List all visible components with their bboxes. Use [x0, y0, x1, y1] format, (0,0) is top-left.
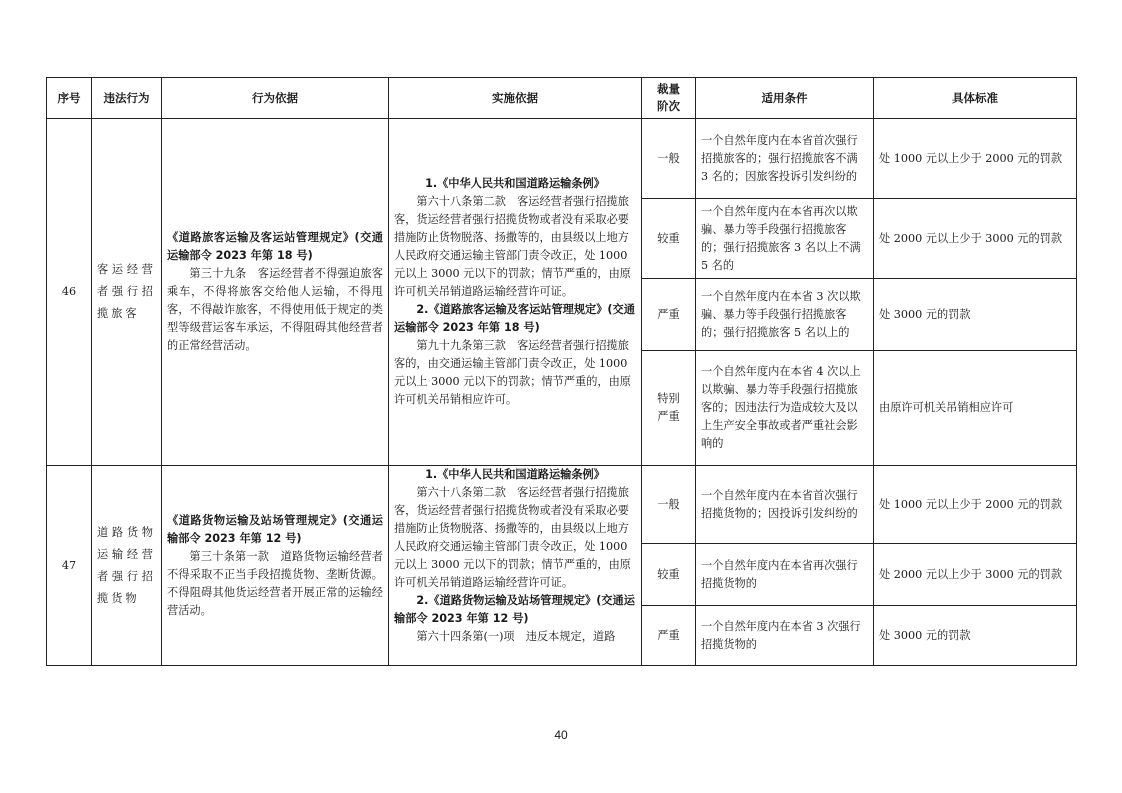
row-seq: 47: [47, 466, 92, 666]
standard-cell: 处 2000 元以上少于 3000 元的罚款: [874, 544, 1077, 606]
condition-cell: 一个自然年度内在本省 3 次以欺骗、暴力等手段强行招揽旅客的；强行招揽旅客 5 名以上的: [696, 279, 874, 351]
basis-law-text: 第三十条第一款 道路货物运输经营者不得采取不正当手段招揽货物、垄断货源。不得阻碍其他货运经营者开展正常的运输经营活动。: [167, 549, 383, 617]
table-row: [47, 119, 1077, 199]
page-number: 40: [554, 728, 568, 742]
standard-cell: 处 1000 元以上少于 2000 元的罚款: [874, 466, 1077, 544]
level-cell: 严重: [642, 606, 696, 666]
basis-law-text: 第三十九条 客运经营者不得强迫旅客乘车，不得将旅客交给他人运输，不得甩客，不得敲诈旅客，不得使用低于规定的类型等级营运客车承运，不得阻碍其他经营者的正常经营活动。: [167, 267, 383, 352]
penalty-table: [46, 77, 1077, 666]
header-row: [47, 78, 1077, 119]
impl-law-text-1: 第六十八条第二款 客运经营者强行招揽旅客，货运经营者强行招揽货物或者没有采取必要措施防止货物脱落、扬撒等的，由县级以上地方人民政府交通运输主管部门责令改正，处 1000 元以上 3000 元以下的罚款；情节严重的，由原许可机关吊销道路运输经营许可证。: [394, 486, 631, 589]
row-impl: [389, 119, 642, 466]
impl-law-title-1: 1.《中华人民共和国道路运输条例》: [425, 468, 605, 481]
impl-law-text-1: 第六十八条第二款 客运经营者强行招揽旅客，货运经营者强行招揽货物或者没有采取必要措施防止货物脱落、扬撒等的，由县级以上地方人民政府交通运输主管部门责令改正，处 1000 元以上 3000 元以下的罚款；情节严重的，由原许可机关吊销道路运输经营许可证。: [394, 195, 631, 298]
basis-law-title: 《道路货物运输及站场管理规定》(交通运输部令 2023 年第 12 号): [167, 513, 383, 545]
condition-cell: 一个自然年度内在本省首次强行招揽货物的；因投诉引发纠纷的: [696, 466, 874, 544]
level-cell: 较重: [642, 199, 696, 279]
impl-law-title-1: 1.《中华人民共和国道路运输条例》: [425, 177, 605, 190]
row-seq: 46: [47, 119, 92, 466]
level-cell: 严重: [642, 279, 696, 351]
row-act: 道路货物运输经营者强行招揽货物: [92, 466, 162, 666]
level-cell: 一般: [642, 119, 696, 199]
condition-cell: 一个自然年度内在本省 4 次以上以欺骗、暴力等手段强行招揽旅客的；因违法行为造成较大及以上生产安全事故或者严重社会影响的: [696, 351, 874, 466]
impl-law-text-2: 第六十四条第(一)项 违反本规定，道路: [416, 630, 616, 643]
row-impl: [389, 466, 642, 666]
row-basis: [162, 466, 389, 666]
header-std: 具体标准: [874, 78, 1077, 119]
header-act: 违法行为: [92, 78, 162, 119]
basis-law-title: 《道路旅客运输及客运站管理规定》(交通运输部令 2023 年第 18 号): [167, 231, 383, 262]
level-cell: 特别 严重: [642, 351, 696, 466]
header-basis: 行为依据: [162, 78, 389, 119]
impl-law-title-2: 2.《道路旅客运输及客运站管理规定》(交通运输部令 2023 年第 18 号): [394, 303, 635, 334]
standard-cell: 处 3000 元的罚款: [874, 606, 1077, 666]
header-impl: 实施依据: [389, 78, 642, 119]
standard-cell: 由原许可机关吊销相应许可: [874, 351, 1077, 466]
header-seq: 序号: [47, 78, 92, 119]
impl-law-title-2: 2.《道路货物运输及站场管理规定》(交通运输部令 2023 年第 12 号): [394, 594, 635, 625]
level-cell: 一般: [642, 466, 696, 544]
table-row: [47, 466, 1077, 544]
condition-cell: 一个自然年度内在本省再次以欺骗、暴力等手段强行招揽旅客的；强行招揽旅客 3 名以上不满 5 名的: [696, 199, 874, 279]
level-cell: 较重: [642, 544, 696, 606]
standard-cell: 处 1000 元以上少于 2000 元的罚款: [874, 119, 1077, 199]
condition-cell: 一个自然年度内在本省再次强行招揽货物的: [696, 544, 874, 606]
condition-cell: 一个自然年度内在本省首次强行招揽旅客的；强行招揽旅客不满 3 名的；因旅客投诉引发纠纷的: [696, 119, 874, 199]
standard-cell: 处 3000 元的罚款: [874, 279, 1077, 351]
row-act: 客运经营者强行招揽旅客: [92, 119, 162, 466]
header-level: 裁量 阶次: [642, 78, 696, 119]
standard-cell: 处 2000 元以上少于 3000 元的罚款: [874, 199, 1077, 279]
header-cond: 适用条件: [696, 78, 874, 119]
row-basis: [162, 119, 389, 466]
impl-law-text-2: 第九十九条第三款 客运经营者强行招揽旅客的，由交通运输主管部门责令改正，处 1000 元以上 3000 元以下的罚款；情节严重的，由原许可机关吊销相应许可。: [394, 339, 631, 406]
condition-cell: 一个自然年度内在本省 3 次强行招揽货物的: [696, 606, 874, 666]
